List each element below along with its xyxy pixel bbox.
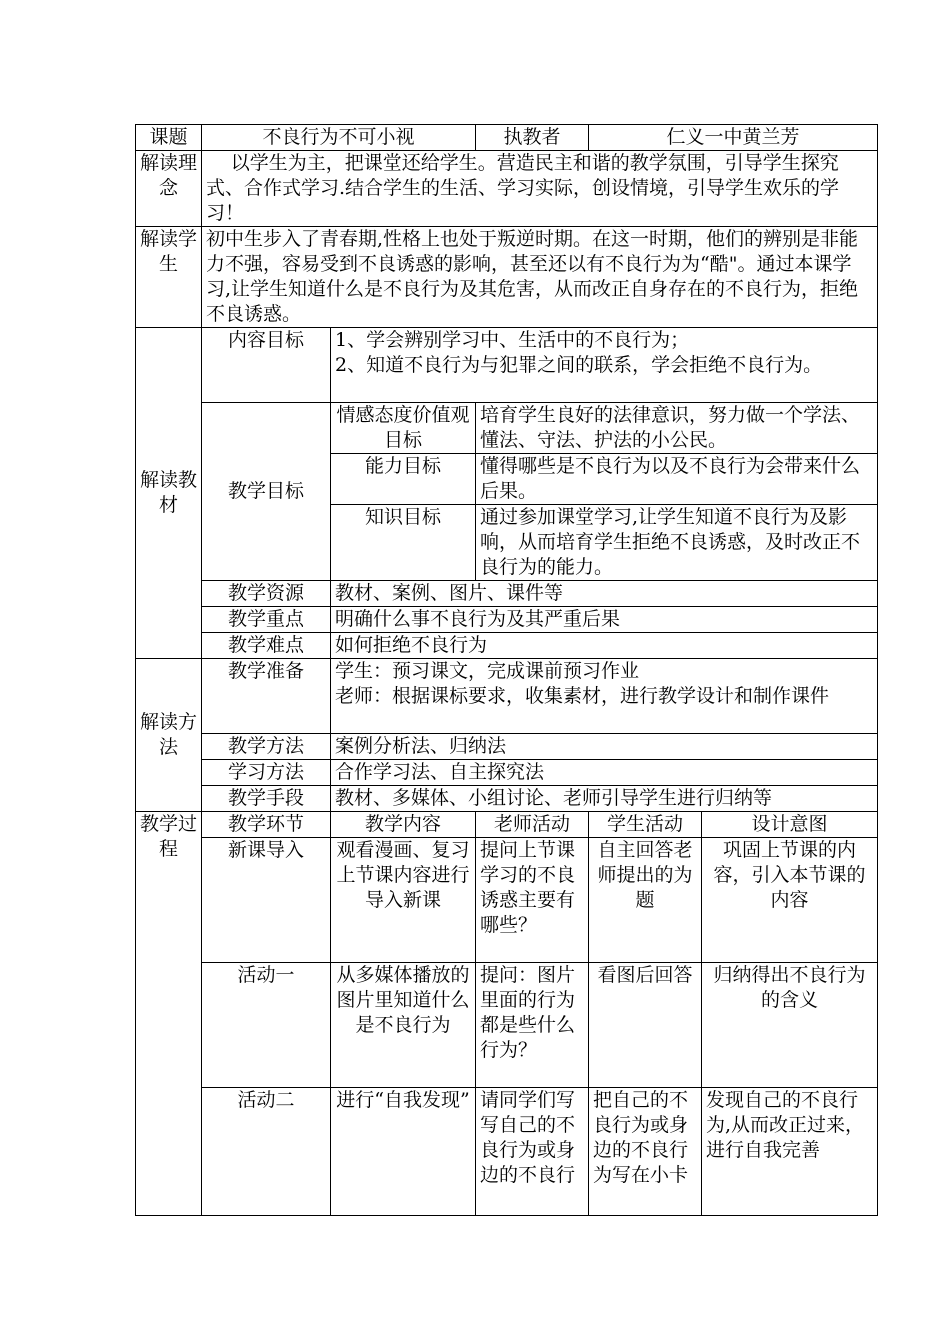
teacher-label: 执教者 — [476, 125, 589, 151]
methods-label: 解读方法 — [136, 659, 202, 812]
means-text: 教材、多媒体、小组讨论、老师引导学生进行归纳等 — [331, 786, 878, 812]
content-goal-label: 内容目标 — [202, 328, 331, 403]
process-header-row — [136, 812, 878, 838]
key-point-row — [136, 607, 878, 633]
concept-row — [136, 151, 878, 227]
goal-knowledge-label: 知识目标 — [331, 505, 476, 581]
content-goal-line: 2、知道不良行为与犯罪之间的联系，学会拒绝不良行为。 — [335, 354, 823, 376]
teacher-name: 仁义一中黄兰芳 — [589, 125, 878, 151]
process-stage: 新课导入 — [202, 838, 331, 963]
difficulty-row — [136, 633, 878, 659]
learning-method-row — [136, 760, 878, 786]
key-point-text: 明确什么事不良行为及其严重后果 — [331, 607, 878, 633]
students-label: 解读学生 — [136, 227, 202, 328]
concept-text: 以学生为主，把课堂还给学生。营造民主和谐的教学氛围，引导学生探究式、合作式学习.结合学生的生活、学习实际，创设情境，引导学生欢乐的学习！ — [202, 151, 878, 227]
goal-knowledge-text: 通过参加课堂学习,让学生知道不良行为及影响，从而培育学生拒绝不良诱惑，及时改正不良行为的能力。 — [476, 505, 878, 581]
resources-label: 教学资源 — [202, 581, 331, 607]
process-student-activity: 自主回答老师提出的为题 — [589, 838, 702, 963]
process-content: 观看漫画、复习上节课内容进行导入新课 — [331, 838, 476, 963]
content-goal-row — [136, 328, 878, 403]
process-label: 教学过程 — [136, 812, 202, 1216]
materials-label: 解读教材 — [136, 328, 202, 659]
preparation-text — [331, 659, 878, 734]
header-row — [136, 125, 878, 151]
process-teacher-activity: 提问上节课学习的不良诱惑主要有哪些？ — [476, 838, 589, 963]
teaching-method-label: 教学方法 — [202, 734, 331, 760]
content-goal-line: 1、学会辨别学习中、生活中的不良行为； — [335, 329, 690, 351]
lesson-title: 不良行为不可小视 — [202, 125, 476, 151]
means-row — [136, 786, 878, 812]
process-column-header: 设计意图 — [702, 812, 878, 838]
process-column-header: 老师活动 — [476, 812, 589, 838]
goal-ability-text: 懂得哪些是不良行为以及不良行为会带来什么后果。 — [476, 454, 878, 505]
difficulty-label: 教学难点 — [202, 633, 331, 659]
teaching-goal-label: 教学目标 — [202, 403, 331, 581]
teaching-method-row — [136, 734, 878, 760]
preparation-line: 老师：根据课标要求，收集素材，进行教学设计和制作课件 — [335, 685, 830, 707]
learning-method-label: 学习方法 — [202, 760, 331, 786]
key-point-label: 教学重点 — [202, 607, 331, 633]
process-stage: 活动一 — [202, 963, 331, 1088]
process-row — [136, 1088, 878, 1216]
goal-ability-label: 能力目标 — [331, 454, 476, 505]
students-row — [136, 227, 878, 328]
goal-emotion-text: 培育学生良好的法律意识，努力做一个学法、懂法、守法、护法的小公民。 — [476, 403, 878, 454]
process-column-header: 学生活动 — [589, 812, 702, 838]
process-teacher-activity: 请同学们写写自己的不良行为或身边的不良行 — [476, 1088, 589, 1216]
preparation-row — [136, 659, 878, 734]
means-label: 教学手段 — [202, 786, 331, 812]
process-intent: 巩固上节课的内容，引入本节课的内容 — [702, 838, 878, 963]
process-teacher-activity: 提问：图片里面的行为都是些什么行为？ — [476, 963, 589, 1088]
difficulty-text: 如何拒绝不良行为 — [331, 633, 878, 659]
goal-emotion-row — [136, 403, 878, 454]
resources-row — [136, 581, 878, 607]
learning-method-text: 合作学习法、自主探究法 — [331, 760, 878, 786]
teaching-method-text: 案例分析法、归纳法 — [331, 734, 878, 760]
process-intent: 发现自己的不良行为,从而改正过来，进行自我完善 — [702, 1088, 878, 1216]
process-row — [136, 838, 878, 963]
content-goal-text — [331, 328, 878, 403]
preparation-label: 教学准备 — [202, 659, 331, 734]
title-label: 课题 — [136, 125, 202, 151]
process-intent: 归纳得出不良行为的含义 — [702, 963, 878, 1088]
process-column-header: 教学内容 — [331, 812, 476, 838]
goal-emotion-label: 情感态度价值观目标 — [331, 403, 476, 454]
process-content: 从多媒体播放的图片里知道什么是不良行为 — [331, 963, 476, 1088]
process-content: 进行“自我发现” — [331, 1088, 476, 1216]
resources-text: 教材、案例、图片、课件等 — [331, 581, 878, 607]
concept-label: 解读理念 — [136, 151, 202, 227]
process-student-activity: 看图后回答 — [589, 963, 702, 1088]
students-text: 初中生步入了青春期,性格上也处于叛逆时期。在这一时期，他们的辨别是非能力不强，容易受到不良诱惑的影响，甚至还以有不良行为为“酷"。通过本课学习,让学生知道什么是不良行为及其危害，从而改正自身存在的不良行为，拒绝不良诱惑。 — [202, 227, 878, 328]
process-column-header: 教学环节 — [202, 812, 331, 838]
lesson-plan-table — [135, 124, 878, 1216]
preparation-line: 学生：预习课文，完成课前预习作业 — [335, 660, 640, 682]
process-stage: 活动二 — [202, 1088, 331, 1216]
process-student-activity: 把自己的不良行为或身边的不良行为写在小卡 — [589, 1088, 702, 1216]
process-row — [136, 963, 878, 1088]
